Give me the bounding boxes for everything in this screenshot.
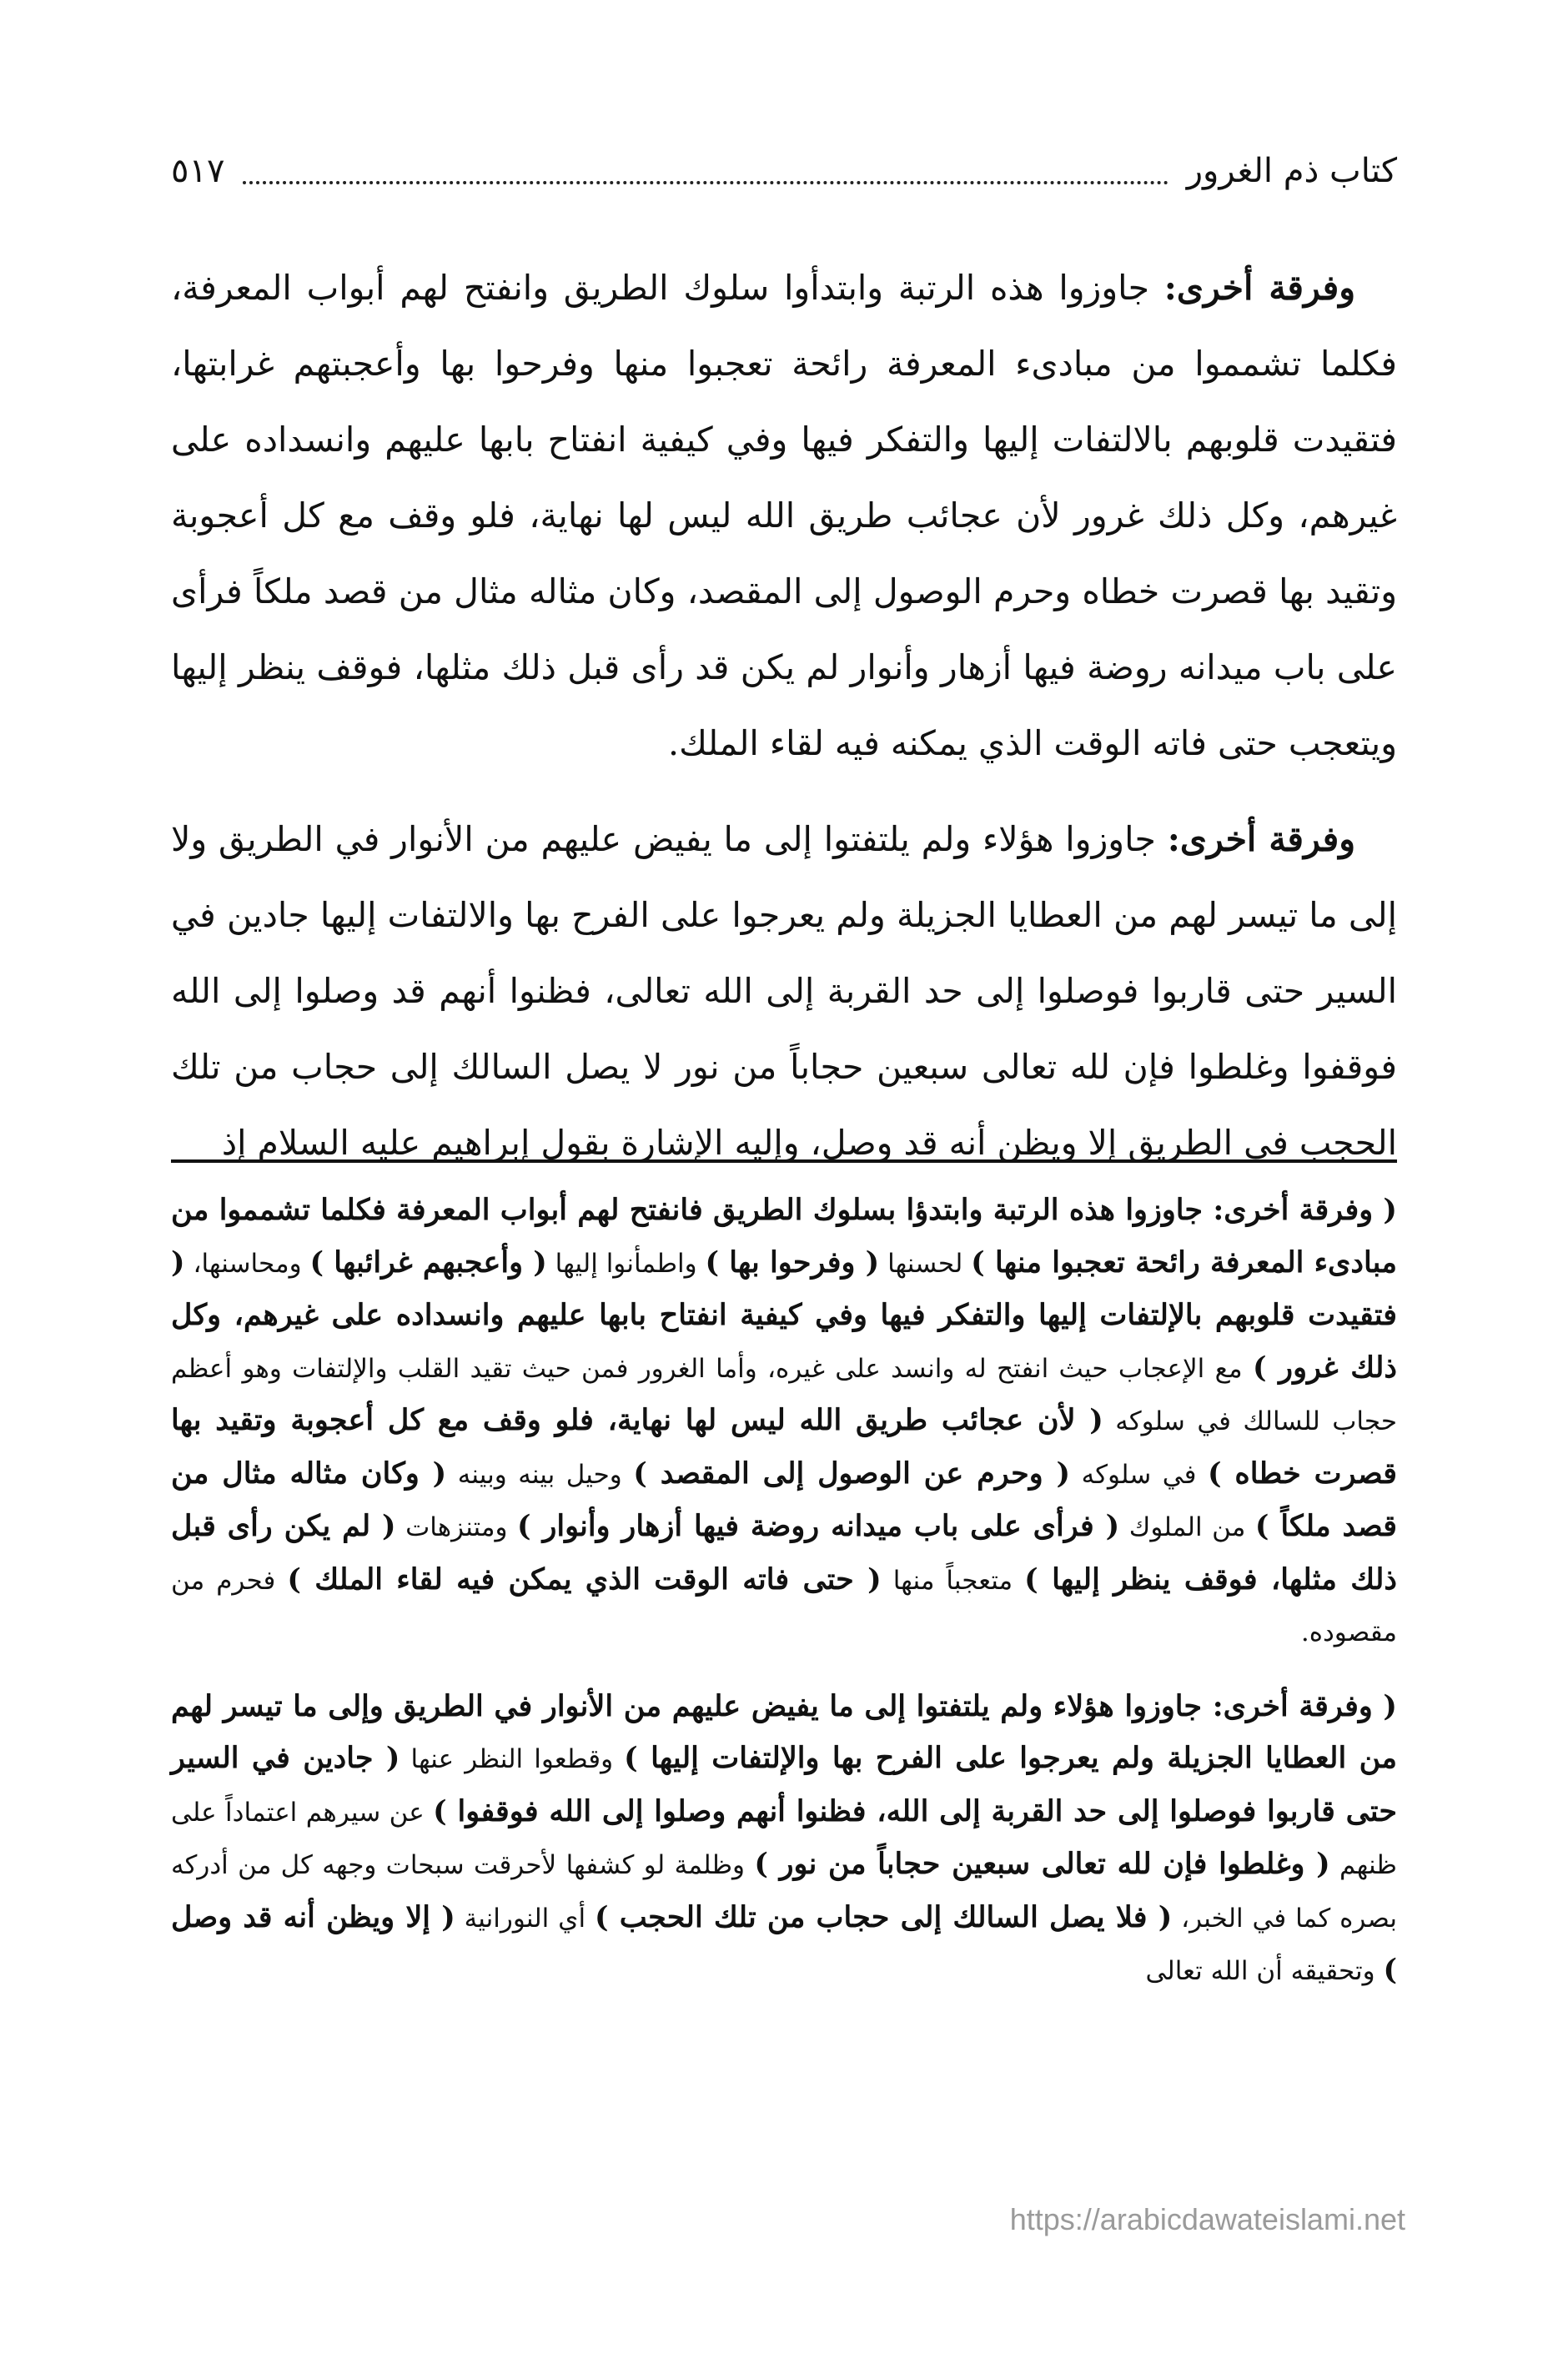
commentary-text: ومتنزهات: [395, 1512, 518, 1542]
paragraph-lead: وفرقة أخرى:: [1163, 268, 1355, 308]
main-text: [171, 250, 1397, 1181]
quoted-matn: ( فتقيدت قلوبهم بالإلتفات إليها والتفكر فيها وفي كيفية انفتاح بابها عليهم وانسداده على غيرهم، وكل ذلك غرور ): [171, 1245, 1397, 1385]
paragraph-lead: وفرقة أخرى:: [1167, 819, 1355, 859]
page-number: ٥١٧: [171, 152, 225, 190]
commentary-text: وظلمة لو كشفها لأحرقت سبحات وجهه كل من أدركه بصره كما في الخبر،: [171, 1850, 1397, 1934]
quoted-matn: ( فلا يصل السالك إلى حجاب من تلك الحجب ): [594, 1899, 1173, 1934]
quoted-matn: ( فرأى على باب ميدانه روضة فيها أزهار وأنوار ): [517, 1509, 1120, 1543]
quoted-matn: ( وفرقة أخرى: جاوزوا هؤلاء ولم يلتفتوا إلى ما يفيض عليهم من الأنوار في الطريق وإلى ما تيسر لهم من العطايا الجزيلة ولم يعرجوا على الفرح بها والإلتفات إليها ): [171, 1688, 1397, 1775]
commentary-paragraph: [171, 1185, 1397, 1659]
commentary-paragraph: [171, 1681, 1397, 1998]
quoted-matn: ( لأن عجائب طريق الله ليس لها نهاية، فلو وقف مع كل أعجوبة وتقيد بها قصرت خطاه ): [171, 1403, 1397, 1491]
commentary-text: وحيل بينه وبينه: [446, 1459, 634, 1490]
main-paragraph: [171, 250, 1397, 782]
quoted-matn: ( وحرم عن الوصول إلى المقصد ): [633, 1456, 1071, 1491]
quoted-matn: ( وأعجبهم غرائبها ): [309, 1245, 547, 1280]
commentary: [171, 1185, 1397, 1998]
commentary-text: واطمأنوا إليها: [546, 1248, 706, 1279]
site-watermark: https://arabicdawateislami.net: [1009, 2202, 1405, 2236]
commentary-text: وتحقيقه أن الله تعالى: [1145, 1956, 1384, 1986]
quoted-matn: ( وفرحوا بها ): [705, 1245, 880, 1280]
leader-dots: [243, 181, 1168, 184]
commentary-text: عن سيرهم اعتماداً على ظنهم: [171, 1797, 1397, 1880]
commentary-text: أي النورانية: [455, 1903, 595, 1934]
chapter-title: كتاب ذم الغرور: [1186, 152, 1397, 190]
paragraph-body: جاوزوا هؤلاء ولم يلتفتوا إلى ما يفيض عليهم من الأنوار في الطريق ولا إلى ما تيسر لهم من العطايا الجزيلة ولم يعرجوا على الفرح بها والالتفات إليها جادين في السير حتى قاربوا فوصلوا إلى حد القربة إلى الله تعالى، فظنوا أنهم قد وصلوا إلى الله فوقفوا وغلطوا فإن لله تعالى سبعين حجاباً من نور لا يصل السالك إلى حجاب من تلك الحجب في الطريق إلا ويظن أنه قد وصل، وإليه الإشارة بقول إبراهيم عليه السلام إذ: [171, 819, 1397, 1163]
commentary-text: ومحاسنها،: [184, 1248, 310, 1279]
commentary-text: متعجباً منها: [881, 1565, 1025, 1596]
commentary-text: مع الإعجاب حيث انفتح له وانسد على غيره، وأما الغرور فمن حيث تقيد القلب والإلتفات وهو أعظم حجاب للسالك في سلوكه: [171, 1353, 1397, 1436]
quoted-matn: ( وغلطوا فإن لله تعالى سبعين حجاباً من نور ): [754, 1847, 1330, 1881]
quoted-matn: ( حتى فاته الوقت الذي يمكن فيه لقاء الملك ): [287, 1562, 882, 1597]
footnote-divider: [171, 1159, 1397, 1163]
quoted-matn: ( لم يكن رأى قبل ذلك مثلها، فوقف ينظر إليها ): [171, 1509, 1398, 1597]
quoted-matn: ( وفرقة أخرى: جاوزوا هذه الرتبة وابتدؤا بسلوك الطريق فانفتح لهم أبواب المعرفة فكلما تشمموا من مبادىء المعرفة رائحة تعجبوا منها ): [171, 1193, 1397, 1280]
quoted-matn: ( إلا ويظن أنه قد وصل ): [171, 1899, 1397, 1987]
running-header: [171, 142, 1397, 200]
commentary-text: فحرم من مقصوده.: [171, 1565, 1397, 1647]
paragraph-body: جاوزوا هذه الرتبة وابتدأوا سلوك الطريق وانفتح لهم أبواب المعرفة، فكلما تشمموا من مبادىء المعرفة رائحة تعجبوا منها وفرحوا بها وأعجبتهم غرابتها، فتقيدت قلوبهم بالالتفات إليها والتفكر فيها وفي كيفية انفتاح بابها عليهم وانسداده على غيرهم، وكل ذلك غرور لأن عجائب طريق الله ليس لها نهاية، فلو وقف مع كل أعجوبة وتقيد بها قصرت خطاه وحرم الوصول إلى المقصد، وكان مثاله مثال من قصد ملكاً فرأى على باب ميدانه روضة فيها أزهار وأنوار لم يكن قد رأى قبل ذلك مثلها، فوقف ينظر إليها ويتعجب حتى فاته الوقت الذي يمكنه فيه لقاء الملك.: [171, 268, 1397, 763]
quoted-matn: ( وكان مثاله مثال من قصد ملكاً ): [171, 1456, 1397, 1543]
commentary-text: لحسنها: [879, 1248, 972, 1279]
commentary-text: وقطعوا النظر عنها: [400, 1744, 625, 1774]
commentary-text: من الملوك: [1119, 1512, 1255, 1542]
main-paragraph: [171, 802, 1397, 1181]
quoted-matn: ( جادين في السير حتى قاربوا فوصلوا إلى حد القربة إلى الله، فظنوا أنهم وصلوا إلى الله فوقفوا ): [171, 1741, 1397, 1828]
commentary-text: في سلوكه: [1070, 1459, 1208, 1490]
